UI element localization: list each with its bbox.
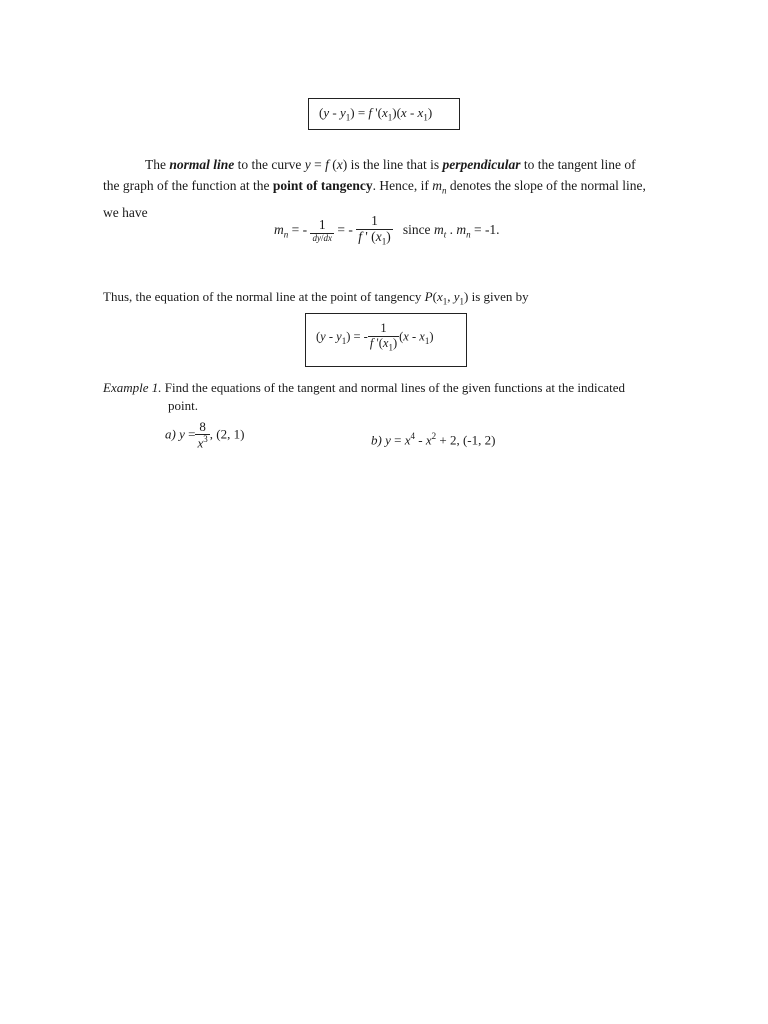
since-text: since bbox=[402, 221, 431, 237]
normal-line-equation-intro: Thus, the equation of the normal line at the point of tangency $P(x_1$, $y_1$) is given by bbox=[103, 289, 529, 307]
text: . Hence, if bbox=[372, 178, 433, 193]
paragraph1-line1: The normal line to the curve y = f (x) is the line that is perpendicular to the tangent line of bbox=[145, 157, 636, 172]
fraction-8-over-x3: $\frac{8}{x^3}$ bbox=[197, 419, 208, 451]
example-part-b: b) $y = x^4 - x^2 + 2$, (-1, 2) bbox=[371, 431, 496, 448]
example-1 bbox=[103, 379, 693, 415]
example-1-line1 bbox=[103, 379, 693, 397]
part-a-label: a) bbox=[165, 426, 176, 442]
text: the graph of the function at the bbox=[103, 178, 273, 193]
normal-line-definition-paragraph bbox=[103, 154, 683, 223]
normal-line-formula: $(y - y_1)$ = - $\frac{1}{f '(x_1)}$ $(x - x_1)$ bbox=[316, 321, 434, 353]
text: The bbox=[145, 157, 170, 172]
text: Thus, the equation of the normal line at the point of tangency bbox=[103, 289, 425, 304]
slope-symbol: m bbox=[432, 178, 442, 193]
paragraph1-line3: we have bbox=[103, 204, 148, 220]
tangent-line-formula: $(y - y_1) = f$ '$(x_1)(x - x_1)$ bbox=[319, 105, 433, 123]
part-b-label: b) bbox=[371, 432, 382, 448]
tangent-line-formula-box bbox=[308, 98, 460, 130]
term-perpendicular: perpendicular bbox=[442, 157, 521, 172]
example-part-a: a) y = $\frac{8}{x^3}$ , (2, 1) bbox=[165, 419, 245, 451]
text: Find the equations of the tangent and normal lines of the given functions at the indicated bbox=[161, 380, 626, 395]
text: denotes the slope of the normal line, bbox=[446, 178, 646, 193]
term-point-of-tangency: point of tangency bbox=[272, 178, 373, 193]
fraction-one-over-fprime-x1: $\frac{1}{f '(x_1)}$ bbox=[369, 321, 398, 353]
text: is given by bbox=[468, 289, 529, 304]
text: to the curve bbox=[234, 157, 305, 172]
curve-equation: y bbox=[304, 157, 311, 172]
part-a-point: , (2, 1) bbox=[209, 426, 245, 442]
term-normal-line: normal line bbox=[169, 157, 235, 172]
fraction-one-over-dydx: $\frac{1}{dy/dx}$ bbox=[312, 216, 332, 243]
normal-slope-equation: $m_n$ = - $\frac{1}{dy/dx}$ = - $\frac{1}{f ' (x_1)}$ since $m_t$ . $m_n = -1$. bbox=[274, 213, 500, 247]
text: is the line that is bbox=[347, 157, 443, 172]
normal-line-formula-box bbox=[305, 313, 467, 367]
text: to the tangent line of bbox=[520, 157, 636, 172]
paragraph1-line2: the graph of the function at the point of tangency. Hence, if $m_n$ denotes the slope of the normal line, bbox=[103, 178, 646, 196]
fraction-one-over-fprime: $\frac{1}{f ' (x_1)}$ bbox=[358, 213, 391, 247]
example-1-line2: point. bbox=[168, 398, 198, 413]
example-label: Example 1. bbox=[103, 380, 162, 395]
